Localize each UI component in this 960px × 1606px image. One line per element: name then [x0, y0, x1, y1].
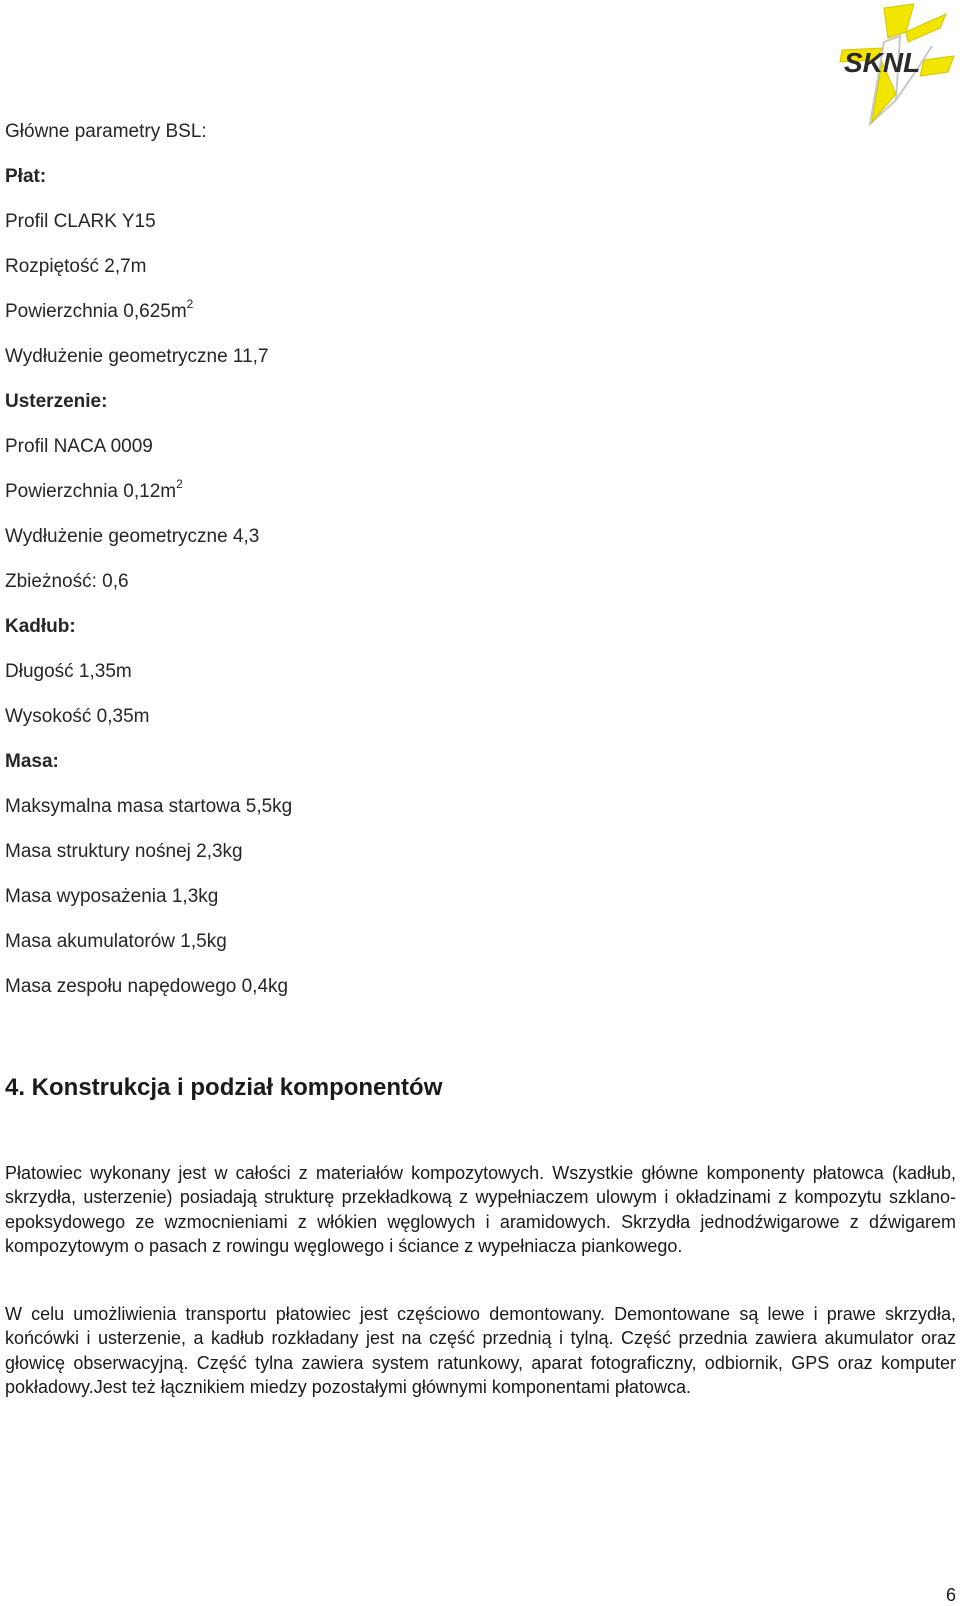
- parameter-text: Długość 1,35m: [5, 661, 132, 682]
- parameter-text: Maksymalna masa startowa 5,5kg: [5, 796, 293, 817]
- parameter-text: Rozpiętość 2,7m: [5, 256, 147, 277]
- parameter-text: Masa struktury nośnej 2,3kg: [5, 841, 243, 862]
- parameter-text: Zbieżność: 0,6: [5, 571, 129, 592]
- sknl-logo: [836, 2, 956, 126]
- parameter-text: Powierzchnia 0,12m: [5, 481, 177, 502]
- parameter-item: [5, 658, 292, 703]
- parameter-item: [5, 208, 292, 253]
- parameter-item: [5, 703, 292, 748]
- parameter-text: Wysokość 0,35m: [5, 706, 150, 727]
- parameter-item: [5, 883, 292, 928]
- parameter-text: Wydłużenie geometryczne 4,3: [5, 526, 260, 547]
- parameter-text: Główne parametry BSL:: [5, 121, 207, 142]
- paragraph-construction: Płatowiec wykonany jest w całości z materiałów kompozytowych. Wszystkie główne komponenty płatowca (kadłub, skrzydła, usterzenie) posiadają strukturę przekładkową z wypełniaczem ulowym i okładzinami z kompozytu szklano-epoksydowego ze wzmocnieniami z włókien węglowych i aramidowych. Skrzydła jednodźwigarowe z dźwigarem kompozytowym o pasach z rowingu węglowego i ściance z wypełniacza piankowego.: [5, 1163, 956, 1257]
- parameter-item: [5, 928, 292, 973]
- parameter-group-heading: [5, 388, 292, 433]
- parameter-text: Powierzchnia 0,625m: [5, 301, 187, 322]
- parameter-item: [5, 298, 292, 343]
- superscript: 2: [176, 477, 183, 491]
- parameter-item: [5, 523, 292, 568]
- parameter-list: [5, 118, 292, 1018]
- parameter-item: [5, 343, 292, 388]
- parameter-item: [5, 838, 292, 883]
- parameter-text: Profil CLARK Y15: [5, 211, 156, 232]
- parameter-text: Masa:: [5, 751, 59, 772]
- parameter-group-heading: [5, 748, 292, 793]
- page-number: 6: [945, 1585, 956, 1605]
- parameter-group-heading: [5, 163, 292, 208]
- section-heading: 4. Konstrukcja i podział komponentów: [5, 1074, 443, 1101]
- parameter-group-heading: [5, 613, 292, 658]
- parameter-text: Masa akumulatorów 1,5kg: [5, 931, 227, 952]
- parameter-item: [5, 253, 292, 298]
- parameter-item: [5, 433, 292, 478]
- parameter-item: [5, 568, 292, 613]
- parameter-text: Masa wyposażenia 1,3kg: [5, 886, 219, 907]
- superscript: 2: [186, 297, 194, 311]
- parameter-item: [5, 478, 292, 523]
- parameter-text: Kadłub:: [5, 616, 76, 637]
- parameter-text: Wydłużenie geometryczne 11,7: [5, 346, 269, 367]
- parameter-text: Profil NACA 0009: [5, 436, 153, 457]
- parameter-item: [5, 793, 292, 838]
- paragraph-transport: W celu umożliwienia transportu płatowiec jest częściowo demontowany. Demontowane są lewe i prawe skrzydła, końcówki i usterzenie, a kadłub rozkładany jest na część przednią i tylną. Część przednia zawiera akumulator oraz głowicę obserwacyjną. Część tylna zawiera system ratunkowy, aparat fotograficzny, odbiornik, GPS oraz komputer pokładowy.Jest też łącznikiem miedzy pozostałymi głównymi komponentami płatowca.: [5, 1304, 956, 1398]
- parameter-text: Płat:: [5, 166, 47, 187]
- parameter-item: [5, 973, 292, 1018]
- parameter-text: Usterzenie:: [5, 391, 108, 412]
- parameter-text: Masa zespołu napędowego 0,4kg: [5, 976, 289, 997]
- logo-text: SKNL: [844, 47, 921, 78]
- glider-logo-icon: [836, 2, 956, 126]
- parameter-item: [5, 118, 292, 163]
